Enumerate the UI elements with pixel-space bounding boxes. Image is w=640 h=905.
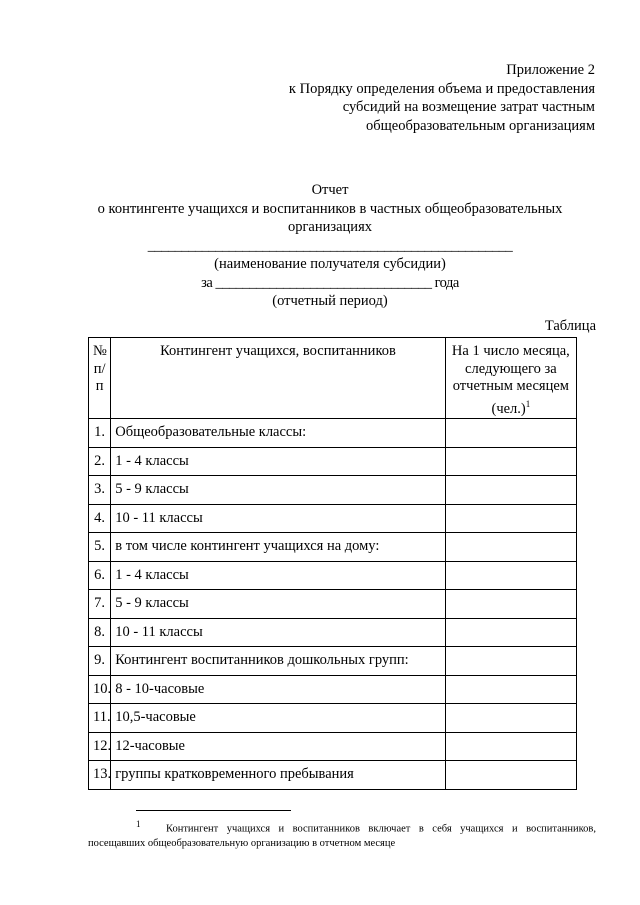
row-name: группы кратковременного пребывания xyxy=(111,761,446,790)
table-row xyxy=(89,618,577,647)
period-suffix: года xyxy=(434,274,459,291)
header-value xyxy=(445,338,576,419)
header-value-text: На 1 число месяца, следующего за отчетным месяцем (чел.) xyxy=(451,343,570,417)
row-name: 8 - 10-часовые xyxy=(111,675,446,704)
footnote-reference: 1 xyxy=(525,398,531,409)
contingent-table xyxy=(88,337,577,790)
row-name: 5 - 9 классы xyxy=(111,590,446,619)
table-row xyxy=(89,675,577,704)
table-row xyxy=(89,419,577,448)
footnote xyxy=(88,817,596,851)
table-row xyxy=(89,504,577,533)
row-num: 9. xyxy=(89,647,111,676)
footnote-line-1 xyxy=(88,817,596,837)
table-row xyxy=(89,647,577,676)
header-name: Контингент учащихся, воспитанников xyxy=(111,338,446,419)
table-header-row xyxy=(89,338,577,419)
table-row xyxy=(89,476,577,505)
row-num: 7. xyxy=(89,590,111,619)
row-value-cell[interactable] xyxy=(445,533,576,562)
table-row xyxy=(89,447,577,476)
row-name: 5 - 9 классы xyxy=(111,476,446,505)
row-name: 1 - 4 классы xyxy=(111,561,446,590)
period-blank-line: ________________________________ xyxy=(215,274,432,291)
row-value-cell[interactable] xyxy=(445,732,576,761)
appendix-line-1: Приложение 2 xyxy=(506,62,595,78)
footnote-text-1: Контингент учащихся и воспитанников включает в себя учащихся и воспитанников, xyxy=(165,823,597,835)
row-value-cell[interactable] xyxy=(445,419,576,448)
row-value-cell[interactable] xyxy=(445,618,576,647)
appendix-header xyxy=(195,61,595,135)
row-value-cell[interactable] xyxy=(445,704,576,733)
row-name: 10,5-часовые xyxy=(111,704,446,733)
report-subtitle-1: о контингенте учащихся и воспитанников в частных общеобразовательных xyxy=(97,200,563,217)
period-line xyxy=(60,274,600,293)
appendix-line-4: общеобразовательным организациям xyxy=(365,117,595,134)
table-row xyxy=(89,704,577,733)
table-caption: Таблица xyxy=(544,318,596,334)
row-name: Общеобразовательные классы: xyxy=(111,419,446,448)
row-num: 8. xyxy=(89,618,111,647)
row-num: 2. xyxy=(89,447,111,476)
header-num: № п/п xyxy=(89,338,111,419)
row-value-cell[interactable] xyxy=(445,590,576,619)
recipient-blank-line: ______________________________________________________ xyxy=(147,237,513,254)
appendix-line-2: к Порядку определения объема и предоставления xyxy=(288,80,595,97)
row-name: 10 - 11 классы xyxy=(111,618,446,647)
row-value-cell[interactable] xyxy=(445,476,576,505)
report-heading xyxy=(60,181,600,311)
row-value-cell[interactable] xyxy=(445,447,576,476)
row-num: 4. xyxy=(89,504,111,533)
row-num: 1. xyxy=(89,419,111,448)
row-value-cell[interactable] xyxy=(445,561,576,590)
period-caption: (отчетный период) xyxy=(272,293,388,309)
row-num: 11. xyxy=(89,704,111,733)
row-num: 10. xyxy=(89,675,111,704)
appendix-line-3: субсидий на возмещение затрат частным xyxy=(342,99,595,115)
row-num: 12. xyxy=(89,732,111,761)
row-value-cell[interactable] xyxy=(445,761,576,790)
table-row xyxy=(89,732,577,761)
table-row xyxy=(89,761,577,790)
row-num: 13. xyxy=(89,761,111,790)
row-name: 1 - 4 классы xyxy=(111,447,446,476)
recipient-caption: (наименование получателя субсидии) xyxy=(214,256,446,272)
footnote-separator xyxy=(136,810,291,811)
row-value-cell[interactable] xyxy=(445,504,576,533)
row-num: 5. xyxy=(89,533,111,562)
period-prefix: за xyxy=(201,274,213,291)
row-name: 12-часовые xyxy=(111,732,446,761)
row-name: 10 - 11 классы xyxy=(111,504,446,533)
footnote-mark: 1 xyxy=(136,819,141,829)
footnote-text-2: посещавших общеобразовательную организацию в отчетном месяце xyxy=(88,837,396,849)
row-name: в том числе контингент учащихся на дому: xyxy=(111,533,446,562)
row-value-cell[interactable] xyxy=(445,647,576,676)
table-row xyxy=(89,590,577,619)
table-row xyxy=(89,561,577,590)
row-value-cell[interactable] xyxy=(445,675,576,704)
row-name: Контингент воспитанников дошкольных групп: xyxy=(111,647,446,676)
row-num: 6. xyxy=(89,561,111,590)
report-title: Отчет xyxy=(311,182,349,198)
report-subtitle-2: организациях xyxy=(287,219,372,235)
row-num: 3. xyxy=(89,476,111,505)
table-row xyxy=(89,533,577,562)
